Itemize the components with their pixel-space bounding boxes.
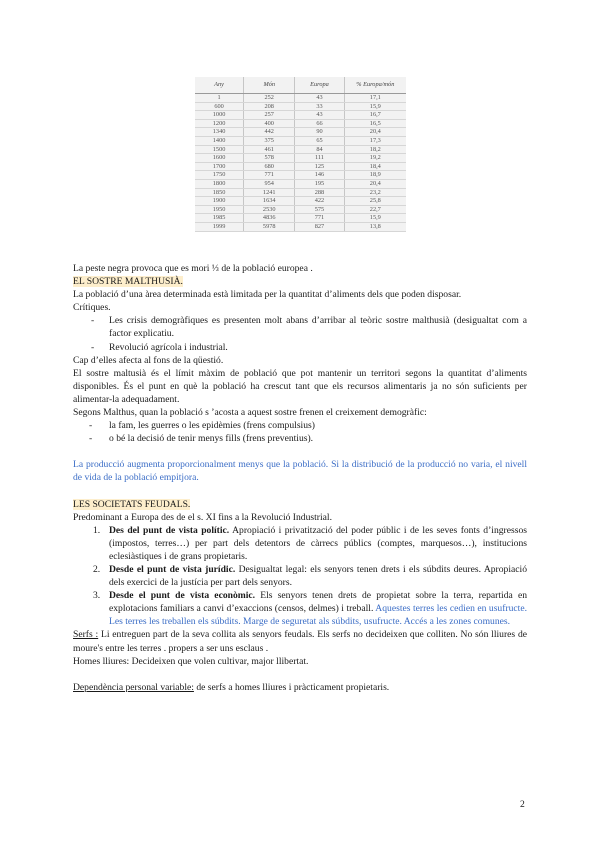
table-cell: 771 [244,171,295,180]
production-note: La producció augmenta proporcionalment menys que la població. Si la distribució de la producció no varia, el nivell de vida de la població empitjora. [73,459,527,484]
table-row [195,119,406,128]
table-cell: 19,2 [344,154,406,163]
list-item [73,563,527,589]
table-cell: 25,8 [344,197,406,206]
critiques-label: Crítiques. [73,302,111,314]
spacer [73,445,527,458]
table-cell: 1800 [195,179,244,188]
malthus-heading [73,275,527,288]
table-cell: 16,5 [344,119,406,128]
table-cell: 1241 [244,188,295,197]
table-cell: 375 [244,136,295,145]
list-item [73,589,527,628]
table-cell: 43 [295,94,344,103]
juridic-text: Desigualtat legal: els senyors tenen drets i els súbdits deures. Apropiació dels exercici de la justícia per part dels senyors. [109,563,527,589]
list-item [73,314,527,340]
table-cell: 13,8 [344,222,406,231]
serfs-paragraph [73,628,527,654]
segons-malthus: Segons Malthus, quan la població s ’acosta a aquest sostre frenen el creixement demogràfic: [73,407,427,419]
table-cell: 18,4 [344,162,406,171]
table-row [195,222,406,231]
table-cell: 680 [244,162,295,171]
economic-blue-text: Aquestes terres les cedien en usufructe. Les terres les treballen els súbdits. Marge de seguretat als súbdits, usufructe. Accés a les zones comunes. [109,603,527,628]
table-cell: 1985 [195,214,244,223]
table-cell: 4836 [244,214,295,223]
table-cell: 17,1 [344,94,406,103]
dependencia-paragraph [73,681,527,694]
list-item [73,341,527,354]
table-row [195,94,406,103]
table-row [195,171,406,180]
table-cell: 195 [295,179,344,188]
table-cell: 1900 [195,197,244,206]
table-cell: 2530 [244,205,295,214]
table-cell: 90 [295,128,344,137]
table-row [195,188,406,197]
table-row [195,154,406,163]
dependencia-label: Dependència personal variable: [73,681,194,693]
sostre-definition: El sostre maltusià és el límit màxim de població que pot mantenir un territori segons la quantitat d’aliments disponibles. És el punt en què la població ha crescut tant que els recursos alimentaris ja no són suficients per alimentar-la adequadament. [73,367,527,405]
table-cell: 15,9 [344,214,406,223]
table-row [195,145,406,154]
table-cell: 65 [295,136,344,145]
page-number: 2 [520,799,525,810]
table-cell: 288 [295,188,344,197]
table-cell: 1750 [195,171,244,180]
table-cell: 22,7 [344,205,406,214]
table-cell: 1000 [195,111,244,120]
dash-marker: - [91,315,95,327]
table-row [195,214,406,223]
table-cell: 400 [244,119,295,128]
table-cell: 600 [195,102,244,111]
critique-1: Les crisis demogràfiques es presenten molt abans d’arribar al teòric sostre malthusià (desigualtat com a factor explicatiu. [109,315,527,340]
political-title: Des del punt de vista polític. [109,524,230,536]
table-cell: 422 [295,197,344,206]
table-cell: 575 [295,205,344,214]
table-row [195,197,406,206]
table-row [195,162,406,171]
cap-note: Cap d’elles afecta al fons de la qüestió. [73,354,224,366]
dependencia-text: de serfs a homes lliures i pràcticament propietaris. [193,681,390,693]
population-table [195,77,406,232]
table-cell: 461 [244,145,295,154]
table-cell: 23,2 [344,188,406,197]
political-text: Apropiació i privatització del poder públic i de les seves fonts d’ingressos (impostos, terres…) per part dels detentors de càrrecs públics (comptes, marquesos…), institucions eclesiàstiques i de grans propietaris. [109,524,527,562]
table-cell: 1999 [195,222,244,231]
economic-title: Desde el punt de vista econòmic. [109,590,256,602]
feudal-heading-text: LES SOCIETATS FEUDALS. [73,498,191,510]
table-row [195,111,406,120]
dash-marker: - [89,420,93,432]
viewpoints-list [73,524,527,629]
table-cell: 1500 [195,145,244,154]
spacer [73,485,527,498]
frens-list [73,419,527,445]
table-cell: 33 [295,102,344,111]
table-cell: 442 [244,128,295,137]
table-cell: 1634 [244,197,295,206]
table-header-any: Any [195,77,244,94]
table-cell: 125 [295,162,344,171]
table-header-mon: Món [244,77,295,94]
table-cell: 827 [295,222,344,231]
item-number: 2. [93,563,101,575]
table-cell: 1 [195,94,244,103]
feudal-heading [73,498,527,511]
table-header-percent: % Europa/món [344,77,406,94]
item-number: 3. [93,590,101,602]
table-cell: 18,2 [344,145,406,154]
peste-note: La peste negra provoca que es mori ⅓ de la població europea . [73,263,313,274]
table-row [195,205,406,214]
table-cell: 1340 [195,128,244,137]
dash-marker: - [91,341,95,353]
table-row [195,179,406,188]
table-header-europa: Europa [295,77,344,94]
homes-lliures: Homes lliures: Decideixen que volen cultivar, major llibertat. [73,655,309,667]
table-cell: 257 [244,111,295,120]
table-cell: 5978 [244,222,295,231]
item-number: 1. [93,524,101,536]
table-cell: 1850 [195,188,244,197]
table-cell: 208 [244,102,295,111]
table-cell: 66 [295,119,344,128]
table-cell: 84 [295,145,344,154]
table-row [195,102,406,111]
table-cell: 18,9 [344,171,406,180]
spacer [73,668,527,681]
list-item [73,419,527,432]
juridic-title: Desde el punt de vista jurídic. [109,563,236,575]
critique-2: Revolució agrícola i industrial. [109,341,228,353]
table-row [195,136,406,145]
list-item [73,432,527,445]
table-body [195,94,406,232]
dash-marker: - [89,433,93,445]
table-cell: 1950 [195,205,244,214]
fre-1: la fam, les guerres o les epidèmies (frens compulsius) [109,420,315,432]
table-row [195,128,406,137]
table-cell: 1700 [195,162,244,171]
economic-text: Els senyors tenen drets de propietat sobre la terra, repartida en explotacions familiars a canvi d’exaccions (censos, delmes) i treball. [109,590,527,615]
table-cell: 15,9 [344,102,406,111]
malthus-heading-text: EL SOSTRE MALTHUSIÀ. [73,276,183,288]
critiques-list [73,314,527,353]
table-cell: 1200 [195,119,244,128]
table-cell: 1600 [195,154,244,163]
table-cell: 17,3 [344,136,406,145]
serfs-label: Serfs : [73,629,99,641]
table-cell: 771 [295,214,344,223]
malthus-intro: La població d’una àrea determinada està limitada per la quantitat d’aliments dels que poden disposar. [73,289,462,301]
table-cell: 20,4 [344,179,406,188]
table-cell: 252 [244,94,295,103]
fre-2: o bé la decisió de tenir menys fills (frens preventius). [109,433,314,445]
table-cell: 1400 [195,136,244,145]
table-cell: 16,7 [344,111,406,120]
table-cell: 20,4 [344,128,406,137]
predomina-text: Predominant a Europa des de el s. XI fins a la Revolució Industrial. [73,511,332,523]
page-content [73,262,527,694]
table-cell: 146 [295,171,344,180]
table-cell: 954 [244,179,295,188]
serfs-text: Li entreguen part de la seva collita als senyors feudals. Els serfs no decideixen que colliten. No són lliures de moure's entre les terres . propers a ser uns esclaus . [73,629,528,654]
table-cell: 43 [295,111,344,120]
table-cell: 578 [244,154,295,163]
list-item [73,524,527,563]
table-cell: 111 [295,154,344,163]
